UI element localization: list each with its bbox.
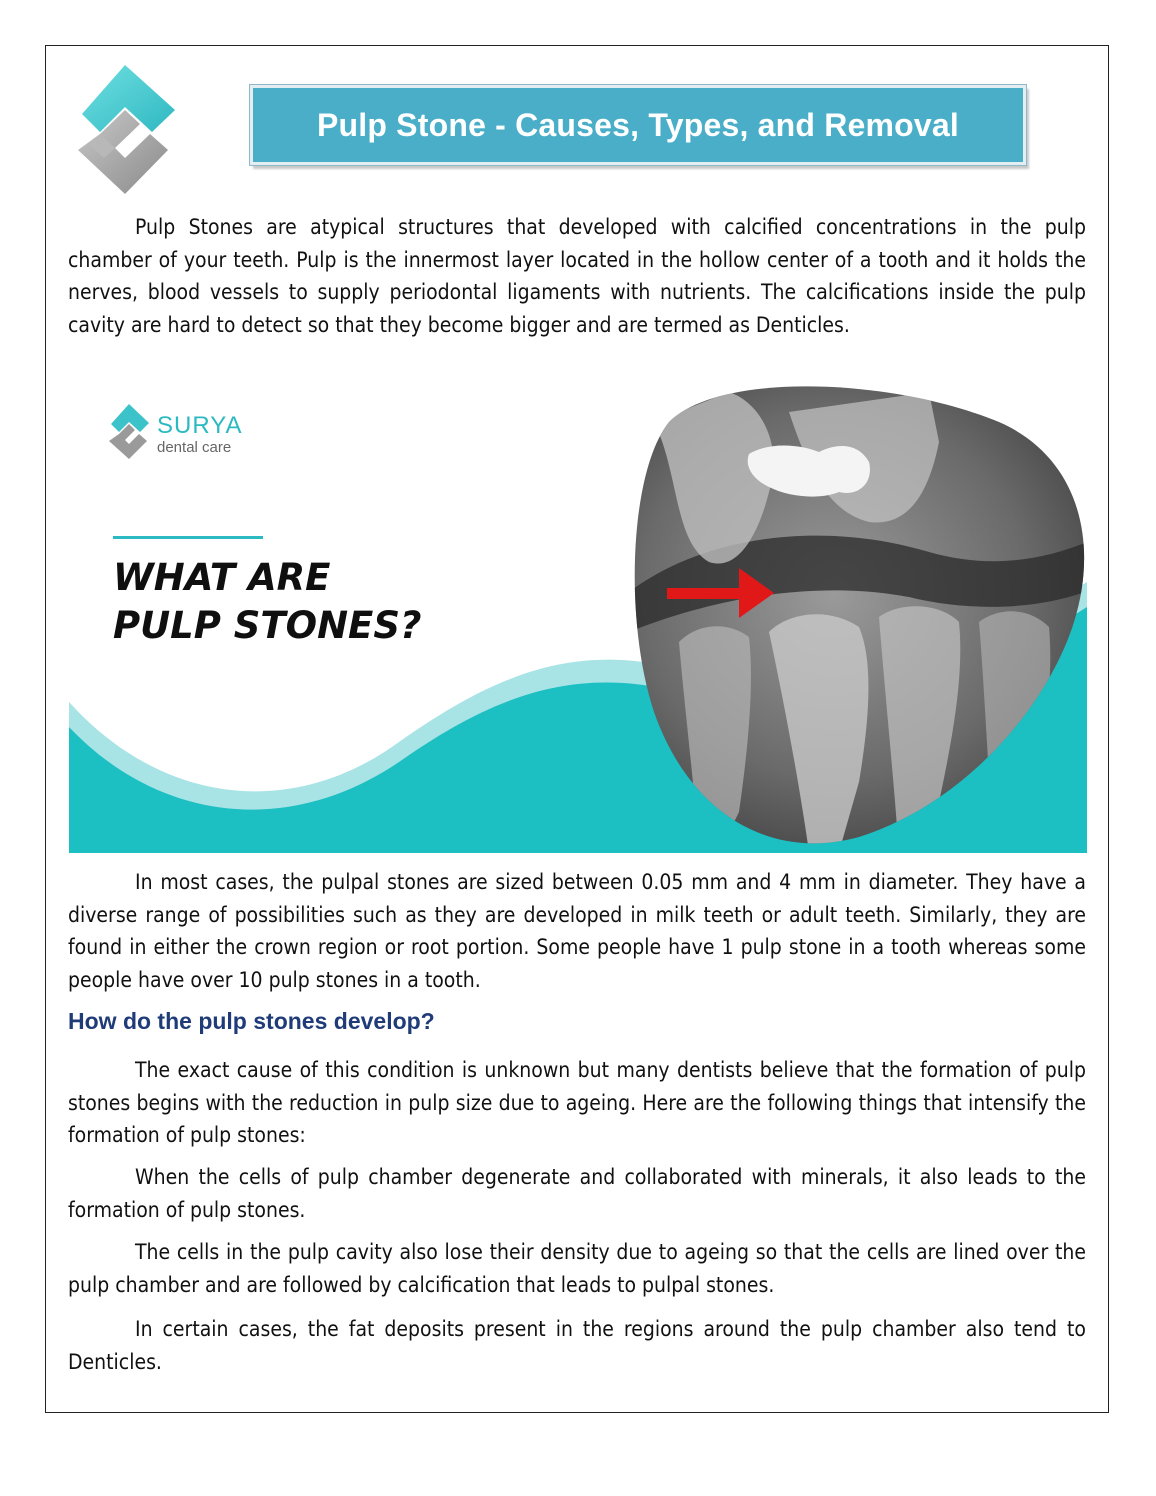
accent-divider (113, 536, 263, 539)
cause-point-3: In certain cases, the fat deposits present in the regions around the pulp chamber also tend to Denticles. (68, 1317, 1086, 1374)
brand-subtitle: dental care (157, 439, 232, 456)
hero-headline: WHAT ARE PULP STONES? (113, 556, 422, 647)
hero-image (69, 382, 1087, 853)
cause-paragraph: The exact cause of this condition is unknown but many dentists believe that the formation of pulp stones begins with the reduction in pulp size due to ageing. Here are the following things that intensify the formation of pulp stones: (68, 1058, 1086, 1147)
logo-icon (70, 62, 180, 197)
title-banner (250, 85, 1026, 165)
intro-paragraph: Pulp Stones are atypical structures that developed with calcified concentrations in the pulp chamber of your teeth. Pulp is the innermost layer located in the hollow center of a tooth and it holds the nerves, blood vessels to supply periodontal ligaments with nutrients. The calcifications inside the pulp cavity are hard to detect so that they become bigger and are termed as Denticles. (68, 215, 1086, 337)
brand-name: SURYA (157, 412, 243, 439)
size-paragraph: In most cases, the pulpal stones are sized between 0.05 mm and 4 mm in diameter. They have a diverse range of possibilities such as they are developed in milk teeth or adult teeth. Similarly, they are found in either the crown region or root portion. Some people have 1 pulp stone in a tooth whereas some people have over 10 pulp stones in a tooth. (68, 870, 1086, 992)
section-heading: How do the pulp stones develop? (68, 1008, 435, 1034)
cause-point-1: When the cells of pulp chamber degenerate and collaborated with minerals, it also leads to the formation of pulp stones. (68, 1165, 1086, 1222)
page-title: Pulp Stone - Causes, Types, and Removal (316, 106, 960, 143)
cause-point-2: The cells in the pulp cavity also lose their density due to ageing so that the cells are lined over the pulp chamber and are followed by calcification that leads to pulpal stones. (68, 1240, 1086, 1297)
